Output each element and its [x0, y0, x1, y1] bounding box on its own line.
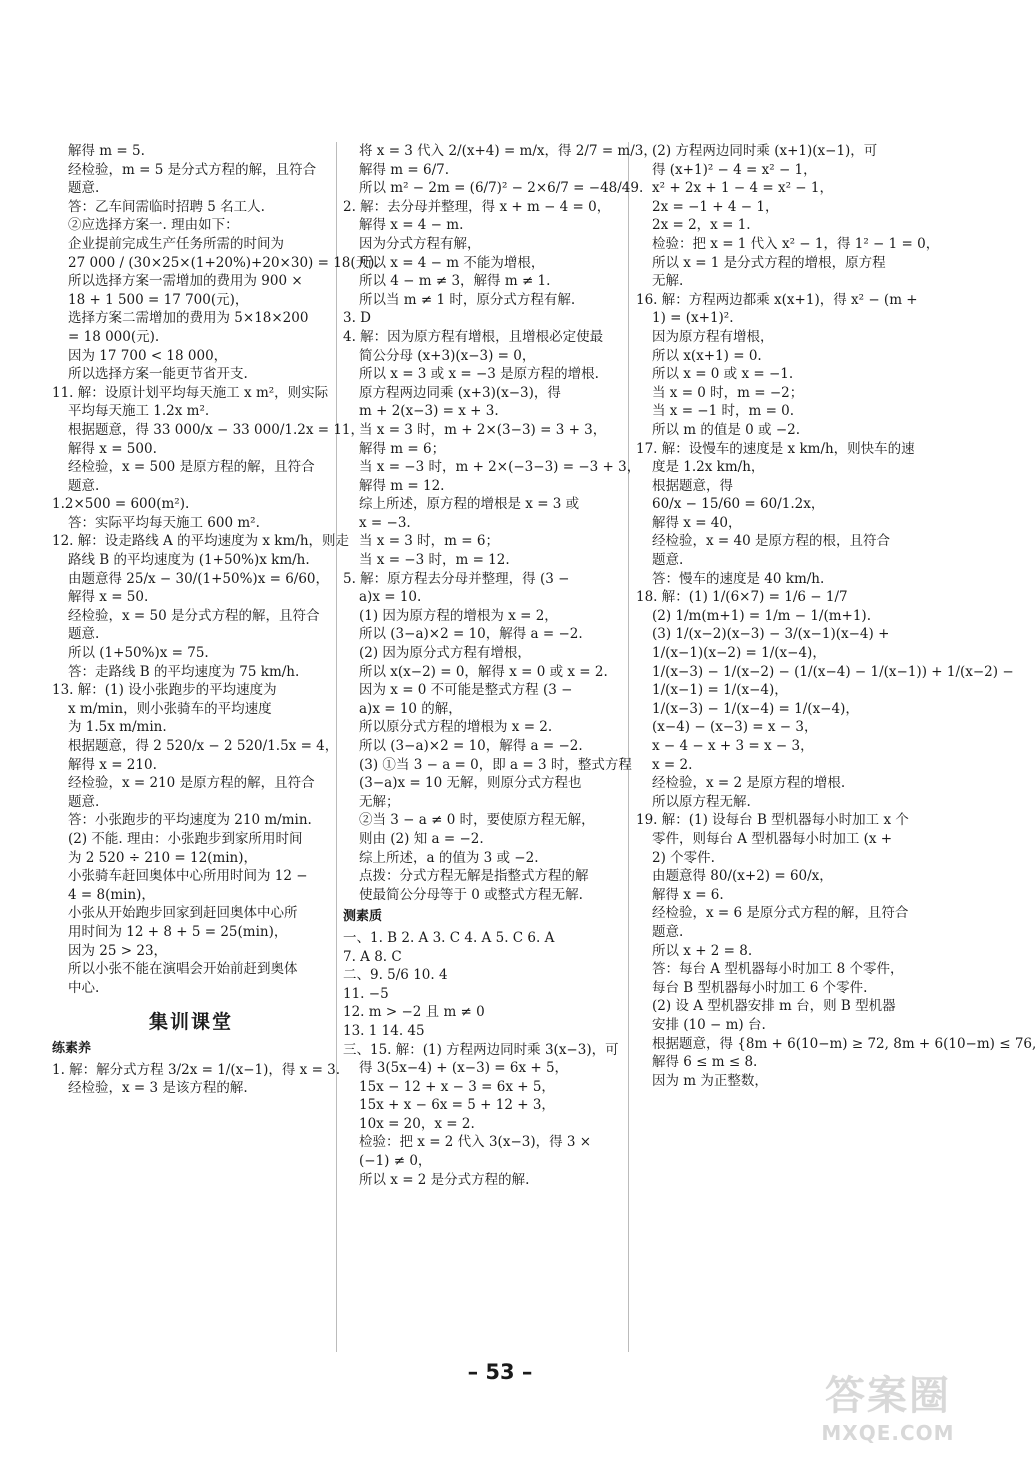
- text-line: 经检验，x = 6 是原分式方程的解，且符合: [652, 905, 909, 922]
- text-line: 检验：把 x = 2 代入 3(x−3)，得 3 ×: [359, 1134, 592, 1151]
- text-line: 所以 x(x+1) = 0.: [652, 347, 762, 364]
- text-line: (1) 因为原方程的增根为 x = 2，: [359, 607, 558, 624]
- text-line: 所以选择方案一能更节省开支.: [68, 366, 248, 383]
- text-line: 无解.: [652, 273, 684, 290]
- text-line: 当 x = −3 时，m + 2×(−3−3) = −3 + 3，: [359, 459, 641, 476]
- text-line: 所以 x = 3 或 x = −3 是原方程的增根.: [359, 366, 599, 383]
- text-line: 点拨：分式方程无解是指整式方程的解: [359, 868, 589, 885]
- text-line: 综上所述，a 的值为 3 或 −2.: [359, 849, 539, 866]
- text-line: 因为 17 700 < 18 000，: [68, 347, 228, 364]
- text-line: 1) = (x+1)².: [652, 310, 734, 327]
- text-line: ②当 3 − a ≠ 0 时，要使原方程无解，: [359, 812, 595, 829]
- text-line: 11. 解：设原计划平均每天施工 x m²，则实际: [52, 384, 329, 401]
- text-line: (3) 1/(x−2)(x−3) − 3/(x−1)(x−4) +: [652, 626, 890, 643]
- text-line: 所以 x = 4 − m 不能为增根，: [359, 254, 545, 271]
- text-line: 16. 解：方程两边都乘 x(x+1)，得 x² − (m +: [636, 291, 918, 308]
- text-line: 11. −5: [343, 985, 389, 1002]
- text-line: 题意.: [68, 477, 100, 494]
- text-line: 所以 m² − 2m = (6/7)² − 2×6/7 = −48/49.: [359, 180, 644, 197]
- text-line: 1/(x−3) − 1/(x−4) = 1/(x−4)，: [652, 700, 859, 717]
- text-line: 15x + x − 6x = 5 + 12 + 3，: [359, 1097, 555, 1114]
- text-line: 所以 m 的值是 0 或 −2.: [652, 421, 801, 438]
- text-line: 2x = −1 + 4 − 1，: [652, 198, 779, 215]
- text-line: 解得 x = 500.: [68, 440, 157, 457]
- watermark-logo: [788, 1371, 988, 1461]
- text-line: 经检验，x = 500 是原方程的解，且符合: [68, 459, 315, 476]
- text-line: 将 x = 3 代入 2/(x+4) = m/x，得 2/7 = m/3，: [359, 143, 657, 159]
- text-line: (2) 1/m(m+1) = 1/m − 1/(m+1).: [652, 607, 871, 624]
- text-line: 题意.: [68, 793, 100, 810]
- text-line: 经检验，x = 3 是该方程的解.: [68, 1080, 248, 1097]
- text-line: 2x = 2，x = 1.: [652, 217, 751, 234]
- text-line: 综上所述，原方程的增根是 x = 3 或: [359, 496, 580, 513]
- text-line: 5. 解：原方程去分母并整理，得 (3 −: [343, 570, 570, 587]
- text-line: 题意.: [652, 923, 684, 940]
- text-line: 所以 (3−a)×2 = 10，解得 a = −2.: [359, 626, 583, 643]
- text-line: 小张从开始跑步回家到赶回奥体中心所: [68, 905, 298, 922]
- text-line: 解得 m = 12.: [359, 477, 445, 494]
- subsection-title-practice: 练素养: [52, 1040, 92, 1056]
- text-line: 因为 x = 0 不可能是整式方程 (3 −: [359, 682, 573, 699]
- text-line: (3−a)x = 10 无解，则原分式方程也: [359, 775, 582, 792]
- text-line: 经检验，x = 210 是原方程的解，且符合: [68, 775, 315, 792]
- text-line: 解得 m = 6；: [359, 440, 446, 457]
- text-line: 安排 (10 − m) 台.: [652, 1016, 766, 1033]
- text-line: (−1) ≠ 0，: [359, 1153, 432, 1170]
- text-line: 题意.: [68, 180, 100, 197]
- text-line: (2) 不能. 理由：小张跑步到家所用时间: [68, 830, 303, 847]
- text-line: 答：小张跑步的平均速度为 210 m/min.: [68, 812, 312, 829]
- text-line: 简公分母 (x+3)(x−3) = 0，: [359, 347, 536, 364]
- text-line: 当 x = 3 时，m = 6；: [359, 533, 499, 550]
- text-line: (2) 设 A 型机器安排 m 台，则 B 型机器: [652, 998, 896, 1015]
- right-column: [636, 142, 1036, 1090]
- text-line: 经检验，x = 40 是原方程的根，且符合: [652, 533, 890, 550]
- text-line: 每台 B 型机器每小时加工 6 个零件.: [652, 979, 868, 996]
- text-line: 解得 x = 4 − m.: [359, 217, 464, 234]
- text-line: 1/(x−3) − 1/(x−2) − (1/(x−4) − 1/(x−1)) + 1/(x−2) −: [652, 663, 1014, 680]
- text-line: 答：实际平均每天施工 600 m².: [68, 514, 260, 531]
- text-line: 当 x = −1 时，m = 0.: [652, 403, 795, 420]
- text-line: 根据题意，得 2 520/x − 2 520/1.5x = 4，: [68, 738, 339, 754]
- text-line: 1/(x−1) = 1/(x−4)，: [652, 682, 788, 699]
- text-line: 由题意得 25/x − 30/(1+50%)x = 6/60，: [68, 570, 330, 587]
- text-line: 经检验，x = 50 是分式方程的解，且符合: [68, 607, 320, 624]
- text-line: 1.2×500 = 600(m²).: [52, 496, 190, 513]
- text-line: 企业提前完成生产任务所需的时间为: [68, 235, 284, 252]
- text-line: 4. 解：因为原方程有增根，且增根必定使最: [343, 328, 604, 345]
- text-line: 3. D: [343, 310, 371, 327]
- text-line: 所以 x = 0 或 x = −1.: [652, 366, 794, 383]
- text-line: 用时间为 12 + 8 + 5 = 25(min)，: [68, 923, 288, 940]
- text-line: 4 = 8(min)，: [68, 886, 155, 903]
- text-line: a)x = 10 的解，: [359, 700, 462, 717]
- text-line: 所以小张不能在演唱会开始前赶到奥体: [68, 961, 298, 978]
- text-line: 因为原方程有增根，: [652, 328, 774, 345]
- text-line: 为 1.5x m/min.: [68, 719, 167, 736]
- text-line: (3) ①当 3 − a = 0，即 a = 3 时，整式方程: [359, 756, 632, 773]
- text-line: 解得 m = 6/7.: [359, 161, 450, 178]
- text-line: 18. 解：(1) 1/(6×7) = 1/6 − 1/7: [636, 589, 848, 606]
- text-line: 题意.: [652, 552, 684, 569]
- text-line: x m/min，则小张骑车的平均速度: [68, 700, 272, 717]
- text-line: 所以 x = 1 是分式方程的增根，原方程: [652, 254, 886, 271]
- watermark-url: MXQE.COM: [821, 1421, 955, 1445]
- watermark-text: 答案圈: [825, 1373, 951, 1419]
- text-line: 所以 (3−a)×2 = 10，解得 a = −2.: [359, 738, 583, 754]
- subsection-title-test: 测素质: [343, 909, 383, 925]
- text-line: 解得 m = 5.: [68, 143, 145, 159]
- text-line: 解得 6 ≤ m ≤ 8.: [652, 1054, 758, 1071]
- text-line: 27 000 / (30×25×(1+20%)+20×30) = 18(天).: [68, 254, 379, 271]
- text-line: 经检验，m = 5 是分式方程的解，且符合: [68, 161, 317, 178]
- text-line: 平均每天施工 1.2x m².: [68, 403, 210, 420]
- text-line: 所以 x(x−2) = 0，解得 x = 0 或 x = 2.: [359, 663, 608, 680]
- text-line: 为 2 520 ÷ 210 = 12(min)，: [68, 849, 258, 866]
- text-line: 根据题意，得: [652, 477, 733, 494]
- text-line: 1. 解：解分式方程 3/2x = 1/(x−1)，得 x = 3.: [52, 1061, 341, 1078]
- text-line: 13. 1 14. 45: [343, 1022, 425, 1039]
- text-line: 7. A 8. C: [343, 948, 402, 965]
- text-line: 二、9. 5/6 10. 4: [343, 967, 448, 984]
- text-line: 17. 解：设慢车的速度是 x km/h，则快车的速: [636, 440, 915, 457]
- text-line: 题意.: [68, 626, 100, 643]
- text-line: 得 (x+1)² − 4 = x² − 1，: [652, 161, 817, 178]
- text-line: 当 x = −3 时，m = 12.: [359, 552, 510, 569]
- text-line: (x−4) − (x−3) = x − 3，: [652, 719, 818, 736]
- text-line: m + 2(x−3) = x + 3.: [359, 403, 499, 420]
- text-line: 使最简公分母等于 0 或整式方程无解.: [359, 886, 583, 903]
- section-title: 集训课堂: [148, 1011, 233, 1034]
- text-line: 检验：把 x = 1 代入 x² − 1，得 1² − 1 = 0，: [652, 235, 940, 252]
- text-line: 60/x − 15/60 = 60/1.2x，: [652, 496, 825, 513]
- text-line: 所以选择方案一需增加的费用为 900 ×: [68, 273, 303, 290]
- text-line: x = −3.: [359, 514, 411, 531]
- text-line: 12. m > −2 且 m ≠ 0: [343, 1004, 485, 1021]
- text-line: 所以原分式方程的增根为 x = 2.: [359, 719, 553, 736]
- text-line: 所以原方程无解.: [652, 793, 751, 810]
- text-line: 路线 B 的平均速度为 (1+50%)x km/h.: [68, 552, 310, 569]
- text-line: 零件，则每台 A 型机器每小时加工 (x +: [652, 830, 893, 847]
- text-line: 小张骑车赶回奥体中心所用时间为 12 −: [68, 868, 308, 885]
- text-line: 根据题意，得 33 000/x − 33 000/1.2x = 11，: [68, 421, 365, 438]
- text-line: 所以当 m ≠ 1 时，原分式方程有解.: [359, 291, 576, 308]
- text-line: 10x = 20，x = 2.: [359, 1115, 475, 1132]
- text-line: 12. 解：设走路线 A 的平均速度为 x km/h，则走: [52, 533, 350, 550]
- text-line: 答：每台 A 型机器每小时加工 8 个零件，: [652, 961, 904, 978]
- text-line: x² + 2x + 1 − 4 = x² − 1，: [652, 180, 833, 197]
- text-line: 13. 解：(1) 设小张跑步的平均速度为: [52, 682, 277, 699]
- text-line: = 18 000(元).: [68, 328, 160, 345]
- text-line: 无解；: [359, 793, 400, 810]
- text-line: 所以 x = 2 是分式方程的解.: [359, 1171, 530, 1188]
- text-line: x − 4 − x + 3 = x − 3，: [652, 738, 814, 754]
- text-line: 选择方案二需增加的费用为 5×18×200: [68, 310, 309, 327]
- text-line: 解得 x = 210.: [68, 756, 157, 773]
- text-line: a)x = 10.: [359, 589, 422, 606]
- text-line: ②应选择方案一. 理由如下：: [68, 217, 239, 234]
- text-line: 所以 4 − m ≠ 3，解得 m ≠ 1.: [359, 273, 551, 290]
- text-line: 所以 x + 2 = 8.: [652, 942, 753, 959]
- text-line: 所以 (1+50%)x = 75.: [68, 645, 209, 662]
- text-line: 2) 个零件.: [652, 849, 715, 866]
- text-line: 答：走路线 B 的平均速度为 75 km/h.: [68, 663, 300, 680]
- text-line: 三、15. 解：(1) 方程两边同时乘 3(x−3)，可: [343, 1041, 619, 1058]
- text-line: 因为分式方程有解，: [359, 235, 481, 252]
- text-line: 度是 1.2x km/h，: [652, 459, 765, 476]
- text-line: 由题意得 80/(x+2) = 60/x，: [652, 868, 833, 885]
- text-line: (2) 方程两边同时乘 (x+1)(x−1)，可: [652, 143, 878, 159]
- text-line: 19. 解：(1) 设每台 B 型机器每小时加工 x 个: [636, 812, 909, 829]
- text-line: 15x − 12 + x − 3 = 6x + 5，: [359, 1078, 555, 1095]
- text-line: 因为 m 为正整数，: [652, 1072, 768, 1089]
- text-line: 解得 x = 50.: [68, 589, 149, 606]
- middle-column: [343, 142, 657, 1189]
- page-number: – 53 –: [467, 1360, 533, 1384]
- text-line: 解得 x = 40，: [652, 514, 742, 531]
- text-line: 18 + 1 500 = 17 700(元)，: [68, 291, 249, 308]
- text-line: 2. 解：去分母并整理，得 x + m − 4 = 0，: [343, 198, 611, 215]
- text-line: x = 2.: [652, 756, 693, 773]
- text-line: 答：乙车间需临时招聘 5 名工人.: [68, 198, 265, 215]
- text-line: 一、1. B 2. A 3. C 4. A 5. C 6. A: [343, 929, 555, 946]
- text-line: 答：慢车的速度是 40 km/h.: [652, 570, 825, 587]
- text-line: 根据题意，得 {8m + 6(10−m) ≥ 72, 8m + 6(10−m) ≤ 76,: [652, 1035, 1036, 1052]
- text-line: 解得 x = 6.: [652, 886, 724, 903]
- text-line: 经检验，x = 2 是原方程的增根.: [652, 775, 846, 792]
- text-line: 当 x = 3 时，m + 2×(3−3) = 3 + 3，: [359, 421, 607, 438]
- text-line: 得 3(5x−4) + (x−3) = 6x + 5，: [359, 1060, 569, 1077]
- text-line: 原方程两边同乘 (x+3)(x−3)，得: [359, 384, 561, 401]
- text-line: 则由 (2) 知 a = −2.: [359, 830, 484, 847]
- text-line: 1/(x−1)(x−2) = 1/(x−4)，: [652, 645, 826, 662]
- text-line: (2) 因为原分式方程有增根，: [359, 645, 531, 662]
- column-divider-2: [628, 142, 629, 1352]
- text-line: 因为 25 > 23，: [68, 942, 168, 959]
- text-line: 当 x = 0 时，m = −2；: [652, 384, 804, 401]
- text-line: 中心.: [68, 979, 100, 996]
